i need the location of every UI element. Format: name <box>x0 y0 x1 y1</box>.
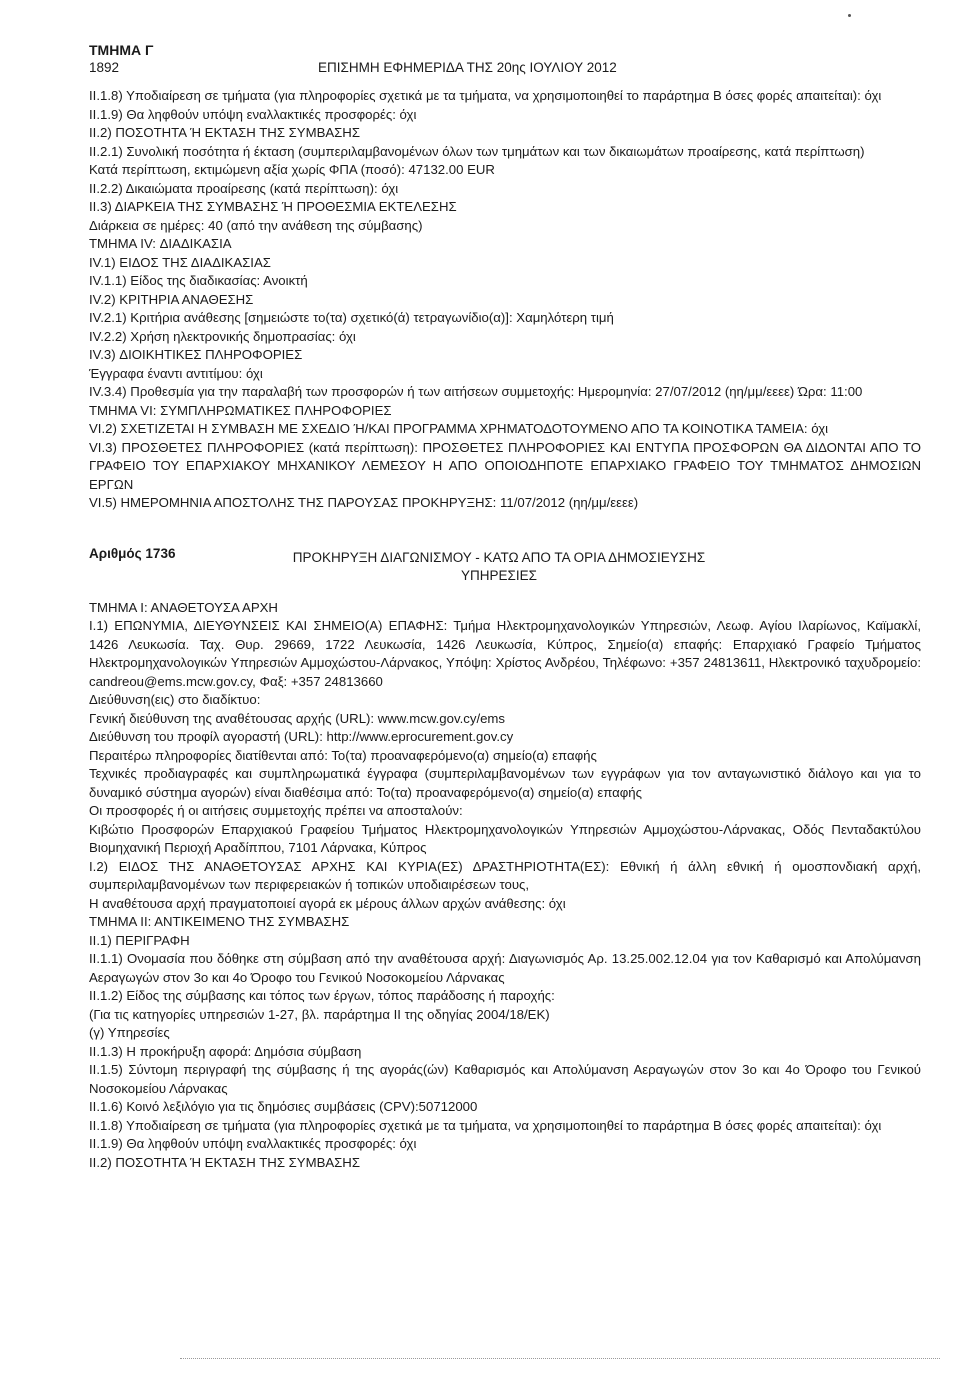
notice-line: ΙΙ.1.5) Σύντομη περιγραφή της σύμβασης ή της αγοράς(ών) Καθαρισμός και Απολύμανση Αεραγωγών στον 3ο και 4ο Όροφο του Γενικού Νοσοκομείου Λάρνακας <box>89 1062 921 1096</box>
page-header <box>89 59 921 79</box>
notice-line: Περαιτέρω πληροφορίες διατίθενται από: Το(τα) προαναφερόμενο(α) σημείο(α) επαφής <box>89 747 597 763</box>
notice-line: Γενική διεύθυνση της αναθέτουσας αρχής (URL): www.mcw.gov.cy/ems <box>89 710 506 726</box>
notice-line: Ι.1) ΕΠΩΝΥΜΙΑ, ΔΙΕΥΘΥΝΣΕΙΣ ΚΑΙ ΣΗΜΕΙΟ(Α) ΕΠΑΦΗΣ: Τμήμα Ηλεκτρομηχανολογικών Υπηρεσιών, Λεωφ. Αγίου Ιλαρίωνος, Καϊμακλί, 1426 Λευκωσία. Ταχ. Θυρ. 29669, 1722 Λευκωσία, 1426 Λευκωσία, Κύπρος, Σημείο(α) επαφής: Επαρχιακό Γραφείο Τμήματος Ηλεκτρομηχανολογικών Υπηρεσιών Αμμοχώστου-Λάρνακος, Υπόψη: Χρίστος Ανδρέου, Τηλέφωνο: +357 24813611, Ηλεκτρονικό ταχυδρομείο: candreou@ems.mcw.gov.cy, Φαξ: +357 24813660 <box>89 618 921 689</box>
notice-line: VI.3) ΠΡΟΣΘΕΤΕΣ ΠΛΗΡΟΦΟΡΙΕΣ (κατά περίπτωση): ΠΡΟΣΘΕΤΕΣ ΠΛΗΡΟΦΟΡΙΕΣ ΚΑΙ ΕΝΤΥΠΑ ΠΡΟΣΦΟΡΩΝ ΘΑ ΔΙΔΟΝΤΑΙ ΑΠΟ ΤΟ ΓΡΑΦΕΙΟ ΤΟΥ ΕΠΑΡΧΙΑΚΟΥ ΜΗΧΑΝΙΚΟΥ ΛΕΜΕΣΟΥ Η ΑΠΟ ΟΠΟΙΟΔΗΠΟΤΕ ΕΠΑΡΧΙΑΚΟ ΓΡΑΦΕΙΟ ΤΟΥ ΤΜΗΜΑΤΟΣ ΔΗΜΟΣΙΩΝ ΕΡΓΩΝ <box>89 439 921 492</box>
notice-line: ΙΙ.2) ΠΟΣΟΤΗΤΑ Ή ΕΚΤΑΣΗ ΤΗΣ ΣΥΜΒΑΣΗΣ <box>89 1154 360 1170</box>
notice-line: ΤΜΗΜΑ VI: ΣΥΜΠΛΗΡΩΜΑΤΙΚΕΣ ΠΛΗΡΟΦΟΡΙΕΣ <box>89 402 392 418</box>
notice-line: Η αναθέτουσα αρχή πραγματοποιεί αγορά εκ μέρους άλλων αρχών ανάθεσης: όχι <box>89 895 566 911</box>
notice-line: ΙΙ.2.2) Δικαιώματα προαίρεσης (κατά περίπτωση): όχι <box>89 180 399 196</box>
notice-line: IV.3) ΔΙΟΙΚΗΤΙΚΕΣ ΠΛΗΡΟΦΟΡΙΕΣ <box>89 347 303 362</box>
first-notice-body <box>89 87 921 513</box>
notice-line: Έγγραφα έναντι αντιτίμου: όχι <box>89 365 263 381</box>
notice-line: ΙΙ.1.2) Είδος της σύμβασης και τόπος των έργων, τόπος παράδοσης ή παροχής: <box>89 988 555 1003</box>
notice-line: Ι.2) ΕΙΔΟΣ ΤΗΣ ΑΝΑΘΕΤΟΥΣΑΣ ΑΡΧΗΣ ΚΑΙ ΚΥΡΙΑ(ΕΣ) ΔΡΑΣΤΗΡΙΟΤΗΤΑ(ΕΣ): Εθνική ή άλλη εθνική ή ομοσπονδιακή αρχή, συμπεριλαμβανομένων των περιφερειακών ή τοπικών υποδιαιρέσεων τους, <box>89 858 921 892</box>
notice-line: IV.2.1) Κριτήρια ανάθεσης [σημειώστε το(τα) σχετικό(ά) τετραγωνίδιο(α)]: Χαμηλότερη τιμή <box>89 310 614 325</box>
second-notice-body <box>89 599 921 1173</box>
notice-line: ΙΙ.1) ΠΕΡΙΓΡΑΦΗ <box>89 932 190 948</box>
notice-line: (γ) Υπηρεσίες <box>89 1025 170 1040</box>
notice-line: Τεχνικές προδιαγραφές και συμπληρωματικά έγγραφα (συμπεριλαμβανομένων των εγγράφων για τον ανταγωνιστικό διάλογο και για το δυναμικό σύστημα αγορών) είναι διαθέσιμα από: Το(τα) προαναφερόμενο(α) σημείο(α) επαφής <box>89 766 921 800</box>
gazette-page <box>89 41 921 1172</box>
notice-line: Κιβώτιο Προσφορών Επαρχιακού Γραφείου Τμήματος Ηλεκτρομηχανολογικών Υπηρεσιών Αμμοχώστου-Λάρνακας, Οδός Πενταδακτύλου Βιομηχανική Περιοχή Αραδίππου, 7101 Λάρνακα, Κύπρος <box>89 821 921 855</box>
notice-line: ΤΜΗΜΑ IV: ΔΙΑΔΙΚΑΣΙΑ <box>89 236 232 251</box>
notice-line: IV.1.1) Είδος της διαδικασίας: Ανοικτή <box>89 273 308 288</box>
notice-line: ΤΜΗΜΑ ΙΙ: ΑΝΤΙΚΕΙΜΕΝΟ ΤΗΣ ΣΥΜΒΑΣΗΣ <box>89 914 350 929</box>
notice-subtitle: ΥΠΗΡΕΣΙΕΣ <box>461 567 537 583</box>
notice-line: ΙΙ.1.9) Θα ληφθούν υπόψη εναλλακτικές προσφορές: όχι <box>89 106 417 122</box>
notice-line: VI.5) ΗΜΕΡΟΜΗΝΙΑ ΑΠΟΣΤΟΛΗΣ ΤΗΣ ΠΑΡΟΥΣΑΣ ΠΡΟΚΗΡΥΞΗΣ: 11/07/2012 (ηη/μμ/εεεε) <box>89 495 639 510</box>
notice-line: ΙΙ.2.1) Συνολική ποσότητα ή έκταση (συμπεριλαμβανομένων όλων των τμημάτων και των δικαιωμάτων προαίρεσης, κατά περίπτωση) <box>89 143 865 159</box>
notice-line: IV.3.4) Προθεσμία για την παραλαβή των προσφορών ή των αιτήσεων συμμετοχής: Ημερομηνία: 27/07/2012 (ηη/μμ/εεεε) Ώρα: 11:00 <box>89 384 863 399</box>
notice-line: VI.2) ΣΧΕΤΙΖΕΤΑΙ Η ΣΥΜΒΑΣΗ ΜΕ ΣΧΕΔΙΟ Ή/ΚΑΙ ΠΡΟΓΡΑΜΜΑ ΧΡΗΜΑΤΟΔΟΤΟΥΜΕΝΟ ΑΠΟ ΤΑ ΚΟΙΝΟΤΙΚΑ ΤΑΜΕΙΑ: όχι <box>89 421 829 436</box>
notice-line: ΙΙ.1.3) Η προκήρυξη αφορά: Δημόσια σύμβαση <box>89 1043 362 1059</box>
page-number: 1892 <box>89 60 120 75</box>
notice-line: ΙΙ.1.6) Κοινό λεξιλόγιο για τις δημόσιες συμβάσεις (CPV):50712000 <box>89 1099 478 1114</box>
notice-line: ΙΙ.1.8) Υποδιαίρεση σε τμήματα (για πληροφορίες σχετικά με τα τμήματα, να χρησιμοποιηθεί το παράρτημα Β όσες φορές απαιτείται): όχι <box>89 88 882 103</box>
notice-line: ΙΙ.3) ΔΙΑΡΚΕΙΑ ΤΗΣ ΣΥΜΒΑΣΗΣ Ή ΠΡΟΘΕΣΜΙΑ ΕΚΤΕΛΕΣΗΣ <box>89 199 457 214</box>
second-notice-header <box>89 545 921 589</box>
footer-divider <box>180 1358 940 1359</box>
notice-line: ΤΜΗΜΑ Ι: ΑΝΑΘΕΤΟΥΣΑ ΑΡΧΗ <box>89 599 278 615</box>
notice-line: (Για τις κατηγορίες υπηρεσιών 1-27, βλ. παράρτημα ΙΙ της οδηγίας 2004/18/ΕΚ) <box>89 1006 550 1022</box>
gazette-title: ΕΠΙΣΗΜΗ ΕΦΗΜΕΡΙΔΑ ΤΗΣ 20ης ΙΟΥΛΙΟΥ 2012 <box>318 60 617 75</box>
notice-line: IV.2) ΚΡΙΤΗΡΙΑ ΑΝΑΘΕΣΗΣ <box>89 291 254 307</box>
notice-line: IV.2.2) Χρήση ηλεκτρονικής δημοπρασίας: όχι <box>89 328 356 344</box>
notice-line: Διεύθυνση(εις) στο διαδίκτυο: <box>89 692 261 707</box>
notice-line: Οι προσφορές ή οι αιτήσεις συμμετοχής πρέπει να αποσταλούν: <box>89 803 463 818</box>
notice-line: Διάρκεια σε ημέρες: 40 (από την ανάθεση της σύμβασης) <box>89 217 423 233</box>
notice-line: Κατά περίπτωση, εκτιμώμενη αξία χωρίς ΦΠΑ (ποσό): 47132.00 EUR <box>89 162 495 177</box>
notice-line: ΙΙ.1.9) Θα ληφθούν υπόψη εναλλακτικές προσφορές: όχι <box>89 1136 417 1151</box>
scan-speck <box>848 14 851 17</box>
notice-number: Αριθμός 1736 <box>89 545 176 561</box>
notice-line: Διεύθυνση του προφίλ αγοραστή (URL): http://www.eprocurement.gov.cy <box>89 729 514 744</box>
notice-line: ΙΙ.1.8) Υποδιαίρεση σε τμήματα (για πληροφορίες σχετικά με τα τμήματα, να χρησιμοποιηθεί το παράρτημα Β όσες φορές απαιτείται): όχι <box>89 1117 882 1133</box>
notice-line: ΙΙ.1.1) Ονομασία που δόθηκε στη σύμβαση από την αναθέτουσα αρχή: Διαγωνισμός Αρ. 13.25.002.12.04 για τον Καθαρισμό και Απολύμανση Αεραγωγών στον 3ο και 4ο Όροφο του Γενικού Νοσοκομείου Λάρνακας <box>89 951 921 985</box>
section-label: ΤΜΗΜΑ Γ <box>89 42 154 58</box>
notice-line: IV.1) ΕΙΔΟΣ ΤΗΣ ΔΙΑΔΙΚΑΣΙΑΣ <box>89 254 271 270</box>
notice-line: ΙΙ.2) ΠΟΣΟΤΗΤΑ Ή ΕΚΤΑΣΗ ΤΗΣ ΣΥΜΒΑΣΗΣ <box>89 125 360 140</box>
notice-title: ΠΡΟΚΗΡΥΞΗ ΔΙΑΓΩΝΙΣΜΟΥ - ΚΑΤΩ ΑΠΟ ΤΑ ΟΡΙΑ ΔΗΜΟΣΙΕΥΣΗΣ <box>292 549 706 565</box>
